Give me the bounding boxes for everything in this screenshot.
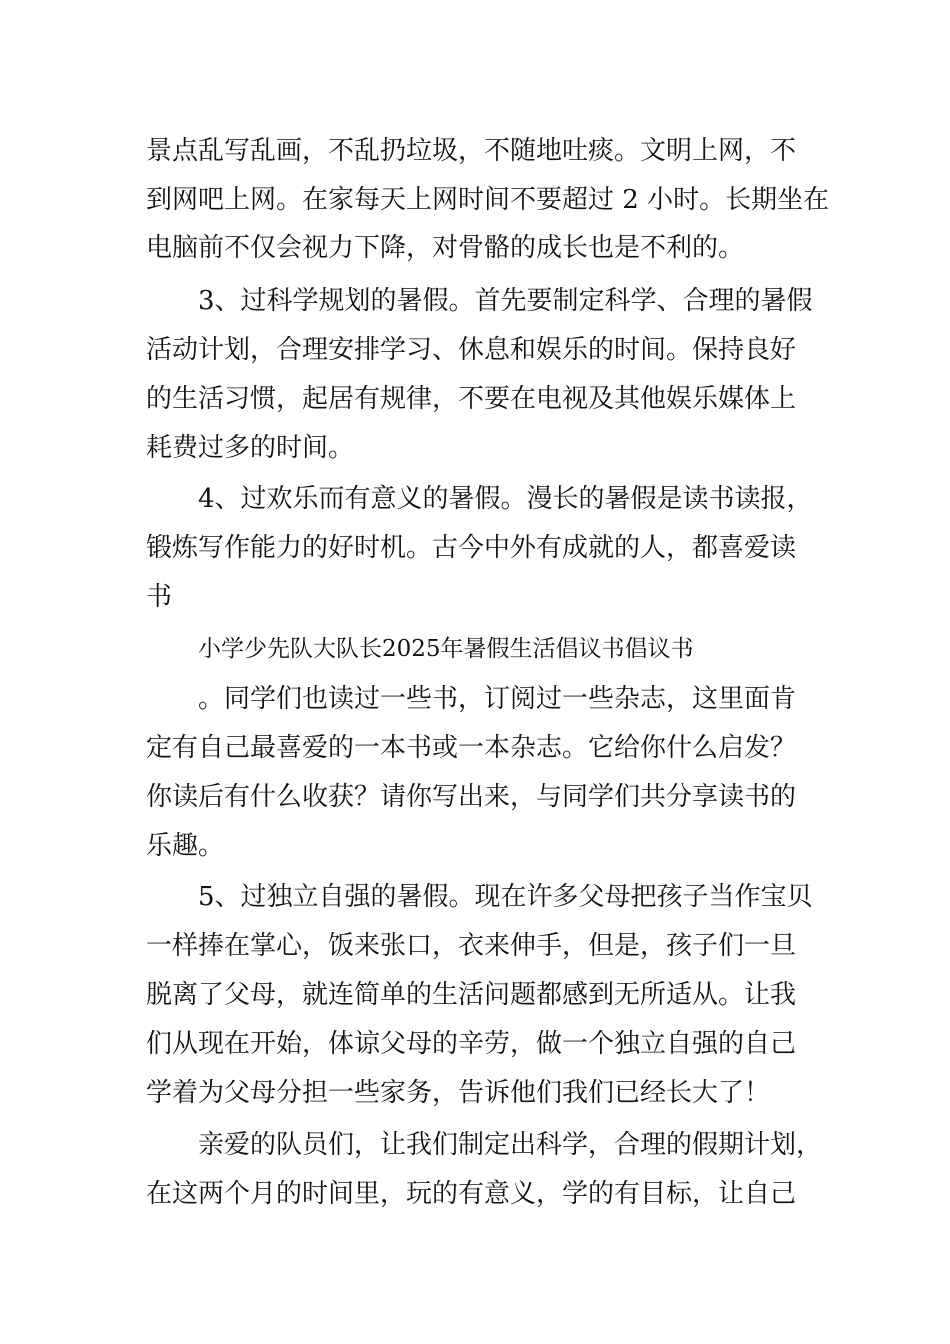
text-line: 脱离了父母，就连简单的生活问题都感到无所适从。让我 [146, 980, 797, 1010]
text-line: 活动计划，合理安排学习、休息和娱乐的时间。保持良好 [146, 335, 797, 365]
text-line: 在这两个月的时间里，玩的有意义，学的有目标，让自己 [146, 1179, 797, 1209]
text-line: 乐趣。 [146, 831, 225, 861]
text-line: 到网吧上网。在家每天上网时间不要超过 2 小时。长期坐在 [146, 185, 830, 215]
inline-heading: 小学少先队大队长2025年暑假生活倡议书倡议书 [198, 636, 694, 662]
text-line: 锻炼写作能力的好时机。古今中外有成就的人，都喜爱读 [146, 533, 797, 563]
text-line: 书 [146, 582, 173, 612]
text-line: 。同学们也读过一些书，订阅过一些杂志，这里面肯 [198, 684, 797, 714]
text-line: 电脑前不仅会视力下降，对骨骼的成长也是不利的。 [146, 233, 745, 263]
text-line: 4、过欢乐而有意义的暑假。漫长的暑假是读书读报， [198, 484, 813, 514]
text-line: 你读后有什么收获？请你写出来，与同学们共分享读书的 [146, 782, 797, 812]
text-line: 们从现在开始，体谅父母的辛劳，做一个独立自强的自己 [146, 1029, 797, 1059]
text-line: 耗费过多的时间。 [146, 433, 355, 463]
text-line: 5、过独立自强的暑假。现在许多父母把孩子当作宝贝 [198, 882, 813, 912]
text-line: 一样捧在掌心，饭来张口，衣来伸手，但是，孩子们一旦 [146, 931, 797, 961]
text-line: 的生活习惯，起居有规律，不要在电视及其他娱乐媒体上 [146, 384, 797, 414]
text-line: 学着为父母分担一些家务，告诉他们我们已经长大了！ [146, 1078, 771, 1108]
text-line: 景点乱写乱画，不乱扔垃圾，不随地吐痰。文明上网，不 [146, 136, 797, 166]
text-line: 定有自己最喜爱的一本书或一本杂志。它给你什么启发？ [146, 733, 797, 763]
text-line: 亲爱的队员们，让我们制定出科学，合理的假期计划， [198, 1130, 823, 1160]
text-line: 3、过科学规划的暑假。首先要制定科学、合理的暑假 [198, 286, 813, 316]
